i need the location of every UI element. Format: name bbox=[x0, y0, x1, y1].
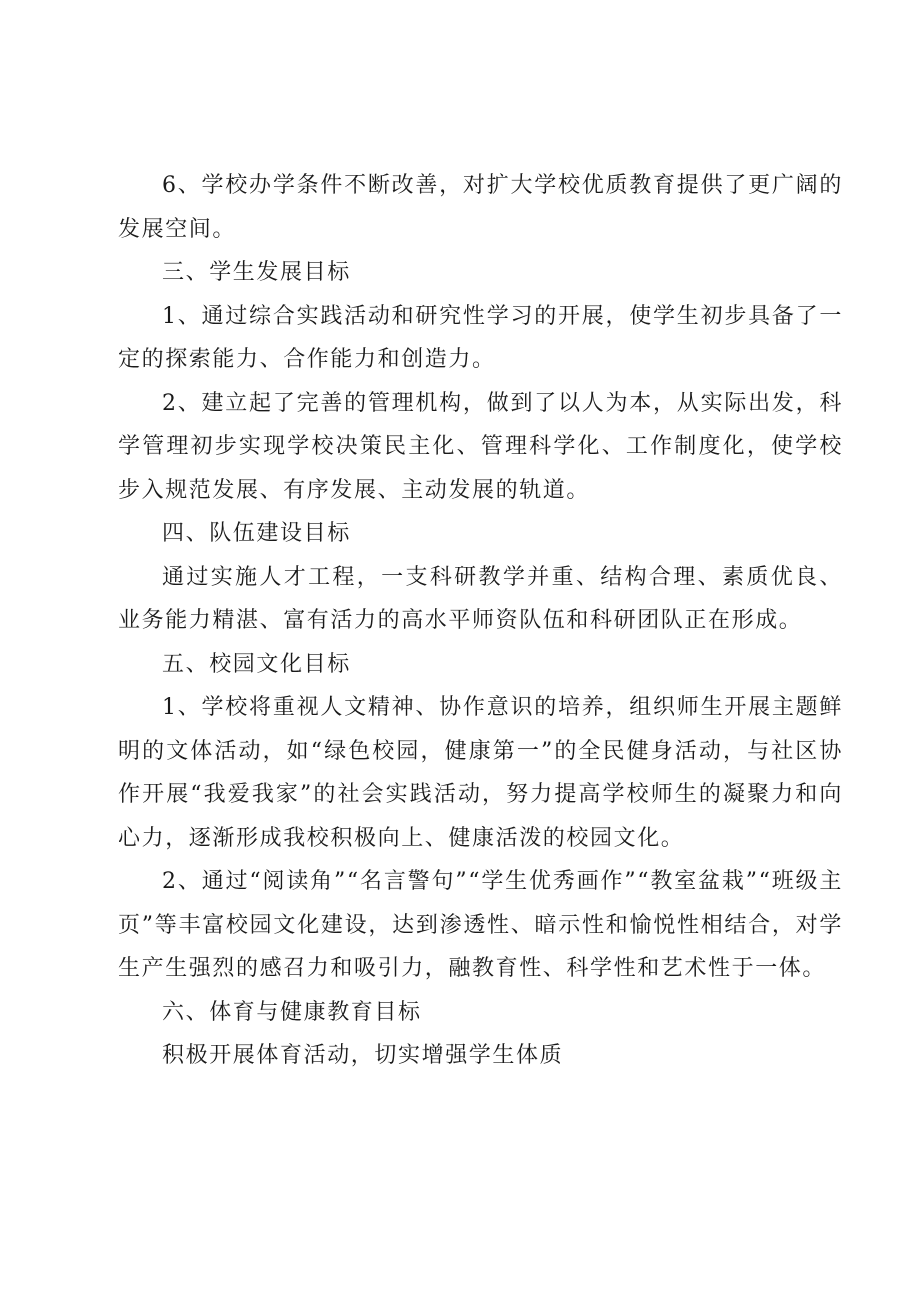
paragraph-management-structure: 2、建立起了完善的管理机构，做到了以人为本，从实际出发，科学管理初步实现学校决策民主化、管理科学化、工作制度化，使学校步入规范发展、有序发展、主动发展的轨道。 bbox=[118, 390, 843, 503]
paragraph-sports-activities: 积极开展体育活动，切实增强学生体质 bbox=[162, 1043, 564, 1068]
paragraph-practice-activities: 1、通过综合实践活动和研究性学习的开展，使学生初步具备了一定的探索能力、合作能力和创造力。 bbox=[118, 303, 843, 372]
section-heading-sports-health: 六、体育与健康教育目标 bbox=[162, 999, 422, 1025]
document-page bbox=[118, 164, 843, 1078]
paragraph-culture-construction: 2、通过“阅读角”“名言警句”“学生优秀画作”“教室盆栽”“班级主页”等丰富校园文化建设，达到渗透性、暗示性和愉悦性相结合，对学生产生强烈的感召力和吸引力，融教育性、科学性和艺术性于一体。 bbox=[118, 869, 843, 981]
section-heading-campus-culture: 五、校园文化目标 bbox=[162, 651, 351, 677]
paragraph-cultural-activities: 1、学校将重视人文精神、协作意识的培养，组织师生开展主题鲜明的文体活动，如“绿色校园，健康第一”的全民健身活动，与社区协作开展“我爱我家”的社会实践活动，努力提高学校师生的凝聚力和向心力，逐渐形成我校积极向上、健康活泼的校园文化。 bbox=[118, 695, 843, 851]
paragraph-talent-project: 通过实施人才工程，一支科研教学并重、结构合理、素质优良、业务能力精湛、富有活力的高水平师资队伍和科研团队正在形成。 bbox=[118, 564, 843, 633]
section-heading-student-development: 三、学生发展目标 bbox=[162, 260, 351, 285]
section-heading-team-building: 四、队伍建设目标 bbox=[162, 521, 351, 546]
paragraph-condition-improvement: 6、学校办学条件不断改善，对扩大学校优质教育提供了更广阔的发展空间。 bbox=[118, 173, 843, 242]
